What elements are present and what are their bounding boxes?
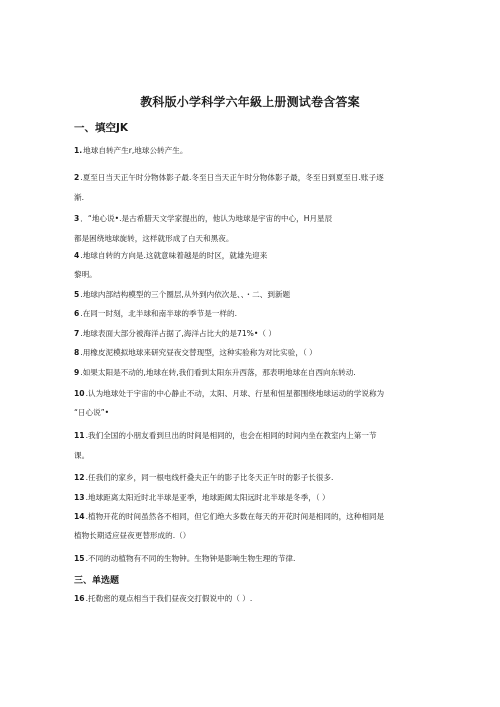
question-2-continued: [74, 193, 434, 203]
question-3-continued: [74, 234, 434, 244]
question-text: 都是困绕地球旋转，这样就形成了白天和黑夜。: [74, 234, 234, 243]
question-4: [74, 251, 434, 261]
question-15: [74, 554, 434, 564]
question-text: .植物开花的时间虽然各不相同，但它们绝大多数在每天的开花时间是相同的，这种相同是: [85, 512, 385, 521]
question-text: .认为地球处于宇宙的中心静止不动，太阳、月球、行星和恒星都围绕地球运动的学说称为: [85, 389, 385, 398]
question-text: .不同的动植物有不同的生物钟。生物钟是影响生物生理的节律.: [85, 554, 296, 563]
question-number: 3: [74, 214, 80, 223]
question-1: [74, 146, 434, 156]
question-6: [74, 309, 434, 319]
page-title: 教科版小学科学六年級上册测试卷含答案: [140, 95, 360, 109]
question-2: [74, 173, 434, 183]
question-number: 16: [74, 594, 85, 603]
question-number: 9: [74, 368, 80, 377]
question-text: 黎明。: [74, 270, 97, 279]
question-text: .托勒密的观点相当于我们昼夜交打假说中的（ ）.: [85, 594, 253, 603]
question-text: 植物长期适应昼夜更替形成的.（）: [74, 531, 191, 540]
question-number: 12: [74, 473, 85, 482]
question-5: [74, 290, 434, 300]
question-number: 13: [74, 493, 85, 502]
question-text: .如果太阳是不动的,地球在转,我们看到太阳东升西落，那表明地球在自西向东转动.: [80, 368, 356, 377]
question-12: [74, 473, 434, 483]
question-14: [74, 512, 434, 522]
question-8: [74, 348, 434, 358]
question-4-continued: [74, 270, 434, 280]
question-14-continued: [74, 531, 434, 541]
question-10-continued: [74, 408, 434, 418]
question-text: 地球自转产生r,地球公转产生。: [83, 146, 188, 155]
question-number: 11: [74, 431, 85, 440]
question-text: .地球表面大部分被海洋占据了,海洋占比大的是71%•（ ）: [80, 329, 276, 338]
question-text: .夏至日当天正午时分物体影子最.冬至日当天正午时分物体影子最，冬至日到夏至日.账子逐: [80, 173, 384, 182]
question-text: ．“地心说•.是古希腊天文学家提出的，他认为地球是宇宙的中心，H月星辰: [80, 214, 333, 223]
question-number: 14: [74, 512, 85, 521]
question-text: .我们全国的小朋友看到旦出的时间是相同的，也会在相同的时间内坐在教室内上第一节: [85, 431, 377, 440]
question-number: 1.: [74, 146, 83, 155]
question-16: [74, 594, 434, 604]
question-text: .地球距离太阳近时北半球是亚季，地球距阈太阳远时北半球是冬季，（ ）: [85, 493, 330, 502]
question-text: .用橡皮泥模拟地球来研究昼夜交替现型，这种实验称为对比实验，（ ）: [80, 348, 317, 357]
question-text: 渐.: [74, 193, 85, 202]
question-number: 7: [74, 329, 80, 338]
question-number: 5: [74, 290, 80, 299]
question-text: “日心说”•: [74, 408, 110, 417]
question-text: .地球自转的方向是.这就意味着越是的时区，就雄先迎来: [80, 251, 268, 260]
question-13: [74, 493, 434, 503]
question-7: [74, 329, 434, 339]
question-number: 4: [74, 251, 80, 260]
question-number: 8: [74, 348, 80, 357]
question-11-continued: [74, 451, 434, 461]
question-text: 课。: [74, 451, 90, 460]
question-10: [74, 389, 434, 399]
question-3: [74, 214, 434, 224]
question-9: [74, 368, 434, 378]
question-number: 10: [74, 389, 85, 398]
question-11: [74, 431, 434, 441]
section-heading-fill-in: 一、填空JK: [74, 122, 129, 134]
question-text: .任我们的家乡，同一根电线杆叠夫正午的影子比冬天正午时的影子长很多.: [85, 473, 334, 482]
question-number: 6: [74, 309, 80, 318]
question-text: .地球内部结构模型的三个圈层,从外到内依次是、、・二、到新题: [80, 290, 291, 299]
question-number: 2: [74, 173, 80, 182]
question-number: 15: [74, 554, 85, 563]
question-text: .在同一时刻，北半球和南半球的季节是一样的.: [80, 309, 237, 318]
section-heading-single-choice: 三、单选题: [74, 576, 120, 586]
